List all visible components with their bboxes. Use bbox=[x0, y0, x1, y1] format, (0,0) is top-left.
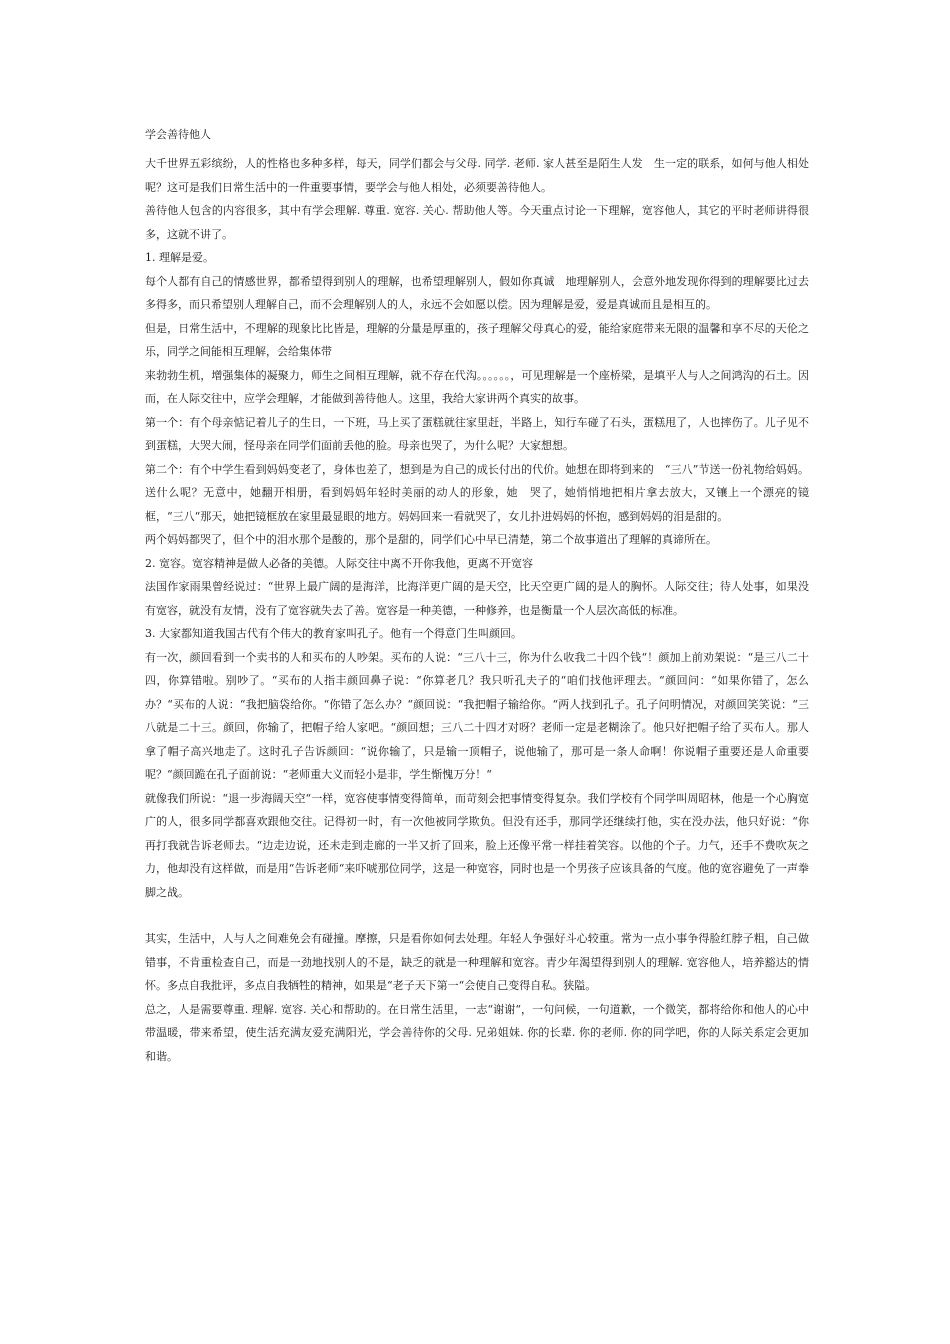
paragraph-reflection: 其实，生活中，人与人之间难免会有碰撞。摩擦，只是看你如何去处理。年轻人争强好斗心较重。常为一点小事争得脸红脖子粗，自己做错事，不肯重检查自己，而是一劲地找别人的不是，缺乏的就是一种理解和宽容。青少年渴望得到别人的理解. 宽容他人，培养豁达的情怀。多点自我批评，多点自我牺牲的精神，如果是“老子天下第一“会使自己变得自私。狭隘。 bbox=[145, 932, 809, 992]
section-heading-tolerance: 2. 宽容。宽容精神是做人必备的美德。人际交往中离不开你我他，更离不开宽容 bbox=[145, 556, 533, 570]
paragraph-yan-hui-story: 有一次，颜回看到一个卖书的人和买布的人吵架。买布的人说：“三八十三，你为什么收我二十四个钱“！颜加上前劝架说：“是三八二十四，你算错啦。别吵了。“买布的人指丰颜回鼻子说：“你算老几？我只听孔夫子的“咱们找他评理去。“颜回问：“如果你错了，怎么办？“买布的人说：“我把脑袋给你。“你错了怎么办？“颜回说：“我把帽子输给你。“两人找到孔子。孔子问明情况，对颜回笑笑说：“三八就是二十三。颜回，你输了，把帽子给人家吧。“颜回想；三八二十四才对呀？老师一定是老糊涂了。他只好把帽子给了买布人。那人拿了帽子高兴地走了。这时孔子告诉颜回：“说你输了，只是输一顶帽子，说他输了，那可是一条人命啊！你说帽子重要还是人命重要呢？“颜回跪在孔子面前说：“老师重大义而轻小是非，学生惭愧万分！“ bbox=[145, 650, 809, 781]
paragraph-intro: 大千世界五彩缤纷，人的性格也多种多样，每天，同学们都会与父母. 同学. 老师. 家人甚至是陌生人发 生一定的联系，如何与他人相处呢？这可是我们日常生活中的一件重要事情，要学会与他人相处，必须要善待他人。 bbox=[145, 157, 809, 194]
paragraph-bridge: 来勃勃生机，增强集体的凝聚力，师生之间相互理解，就不存在代沟。。。。。。，可见理解是一个座桥梁，是填平人与人之间鸿沟的石土。因而，在人际交往中，应学会理解，才能做到善待他人。这里，我给大家讲两个真实的故事。 bbox=[145, 368, 809, 405]
paragraph-conclusion: 总之，人是需要尊重. 理解. 宽容. 关心和帮助的。在日常生活里，一志“谢谢“，一句问候，一句道歉，一个微笑，都将给你和他人的心中带温暖，带来希望，使生活充满友爱充满阳光，学会善待你的父母. 兄弟姐妹. 你的长辈. 你的老师. 你的同学吧，你的人际关系定会更加和谐。 bbox=[145, 1002, 809, 1063]
paragraph-story-one: 第一个：有个母亲惦记着儿子的生日，一下班，马上买了蛋糕就往家里赶，半路上，知行车碰了石头，蛋糕甩了，人也摔伤了。儿子见不到蛋糕，大哭大闹，怪母亲在同学们面前丢他的脸。母亲也哭了，为什么呢？大家想想。 bbox=[145, 415, 809, 452]
paragraph-understanding: 每个人都有自己的情感世界，都希望得到别人的理解，也希望理解别人，假如你真诚 地理解别人，会意外地发现你得到的理解要比过去多得多，而只希望别人理解自己，而不会理解别人的人，永远不会如愿以偿。因为理解是爱，爱是真诚而且是相互的。 bbox=[145, 274, 809, 311]
section-heading-understanding: 1. 理解是爱。 bbox=[145, 251, 214, 264]
document-page bbox=[145, 128, 809, 1068]
section-heading-confucius: 3. 大家都知道我国古代有个伟大的教育家叫孔子。他有一个得意门生叫颜回。 bbox=[145, 627, 522, 640]
paragraph-hugo-quote: 法国作家雨果曾经说过：“世界上最广阔的是海洋，比海洋更广阔的是天空，比天空更广阔的是人的胸怀。人际交往；待人处事，如果没有宽容，就没有友情，没有了宽容就失去了善。宽容是一种美德，一种修养，也是衡量一个人层次高低的标准。 bbox=[145, 580, 809, 617]
paragraph-misunderstanding: 但是，日常生活中，不理解的现象比比皆是，理解的分量是厚重的，孩子理解父母真心的爱，能给家庭带来无限的温馨和享不尽的天伦之乐，同学之间能相互理解，会给集体带 bbox=[145, 321, 809, 358]
paragraph-classmate-story: 就像我们所说：“退一步海阔天空“一样，宽容使事情变得简单，而苛刻会把事情变得复杂。我们学校有个同学叫周昭林，他是一个心胸宽广的人，很多同学都喜欢跟他交往。记得初一时，有一次他被同学欺负。但没有还手，那同学还继续打他，实在没办法，他只好说：“你再打我就告诉老师去。“边走边说，还未走到走廊的一半又折了回来，脸上还像平常一样挂着笑容。以他的个子。力气，还手不费吹灰之力，他却没有这样做，而是用“告诉老师“来吓唬那位同学，这是一种宽容，同时也是一个男孩子应该具备的气度。他的宽容避免了一声拳脚之战。 bbox=[145, 791, 809, 899]
paragraph-spacer bbox=[145, 904, 809, 927]
document-title: 学会善待他人 bbox=[145, 128, 211, 141]
paragraph-two-mothers: 两个妈妈都哭了，但个中的泪水那个是酸的，那个是甜的，同学们心中早已清楚，第二个故事道出了理解的真谛所在。 bbox=[145, 533, 717, 546]
paragraph-overview: 善待他人包含的内容很多，其中有学会理解. 尊重. 宽容. 关心. 帮助他人等。今天重点讨论一下理解，宽容他人，其它的平时老师讲得很多，这就不讲了。 bbox=[145, 204, 809, 241]
paragraph-story-two: 第二个：有个中学生看到妈妈变老了，身体也差了，想到是为自己的成长付出的代价。她想在即将到来的 “三八”节送一份礼物给妈妈。送什么呢？无意中，她翻开相册，看到妈妈年轻时美丽的动人的形象，她 哭了，她悄悄地把相片拿去放大，又镶上一个漂亮的镜框，“三八“那天，她把镜框放在家里最显眼的地方。妈妈回来一看就哭了，女儿扑进妈妈的怀抱，感到妈妈的泪是甜的。 bbox=[145, 462, 809, 523]
